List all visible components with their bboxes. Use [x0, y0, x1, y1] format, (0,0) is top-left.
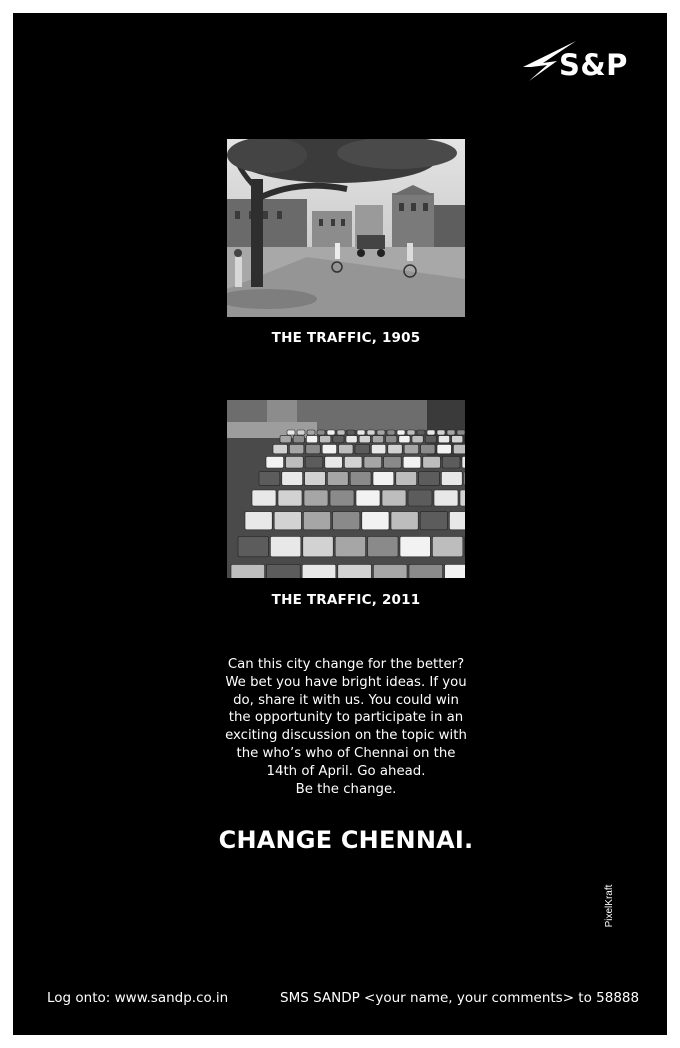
vehicle-shape	[437, 444, 451, 453]
vehicle-shape	[327, 472, 348, 486]
vehicle-shape	[322, 444, 336, 453]
body-line: Can this city change for the better?	[227, 657, 465, 672]
vehicle-shape	[457, 430, 465, 435]
logo-text: S&P	[559, 48, 628, 82]
vehicle-shape	[399, 436, 410, 443]
vehicle-shape	[397, 430, 405, 435]
vehicle-shape	[396, 472, 417, 486]
vehicle-shape	[267, 564, 301, 578]
vehicle-shape	[421, 444, 435, 453]
vehicle-shape	[404, 444, 418, 453]
vehicle-shape	[434, 490, 458, 506]
vehicle-shape	[441, 472, 462, 486]
vehicle-shape	[333, 512, 360, 530]
vehicle-shape	[373, 472, 394, 486]
body-line: the opportunity to participate in an	[228, 710, 464, 726]
vehicle-shape	[287, 430, 295, 435]
vehicle-shape	[339, 444, 353, 453]
vehicle-shape	[280, 436, 291, 443]
vehicle-shape	[420, 512, 447, 530]
vehicle-shape	[338, 564, 372, 578]
vehicle-shape	[293, 436, 304, 443]
vehicle-shape	[359, 436, 370, 443]
vehicle-shape	[266, 456, 284, 468]
vehicle-shape	[400, 536, 430, 556]
vehicle-shape	[445, 564, 465, 578]
vehicle-shape	[303, 512, 330, 530]
vehicle-shape	[407, 430, 415, 435]
vehicle-shape	[302, 564, 336, 578]
vehicle-shape	[259, 472, 280, 486]
vehicle-shape	[304, 490, 328, 506]
vehicle-shape	[245, 512, 272, 530]
vehicle-shape	[320, 436, 331, 443]
body-line: Be the change.	[295, 781, 397, 797]
headline: CHANGE CHENNAI.	[218, 826, 474, 854]
vehicle-shape	[306, 436, 317, 443]
vehicle-shape	[362, 512, 389, 530]
vehicle-shape	[419, 472, 440, 486]
traffic-1905-photo	[227, 139, 465, 317]
vehicle-shape	[412, 436, 423, 443]
vehicle-shape	[317, 430, 325, 435]
vehicle-shape	[286, 456, 304, 468]
body-copy	[203, 656, 489, 798]
vehicle-shape	[432, 536, 462, 556]
vehicle-shape	[297, 430, 305, 435]
vehicle-shape	[382, 490, 406, 506]
vehicle-shape	[306, 444, 320, 453]
vehicle-shape	[337, 430, 345, 435]
photo-caption-1905: THE TRAFFIC, 1905	[271, 330, 421, 346]
photo-caption-2011: THE TRAFFIC, 2011	[271, 592, 421, 608]
sms-text: SMS SANDP <your name, your comments> to 58888	[280, 990, 640, 1006]
body-line: the who’s who of Chennai on the	[236, 745, 456, 761]
vehicle-shape	[386, 436, 397, 443]
vehicle-shape	[377, 430, 385, 435]
vehicle-shape	[346, 436, 357, 443]
vehicle-shape	[409, 564, 443, 578]
vehicle-shape	[350, 472, 371, 486]
vehicle-shape	[373, 564, 407, 578]
vehicle-shape	[388, 444, 402, 453]
vehicle-shape	[335, 536, 365, 556]
vehicle-shape	[391, 512, 418, 530]
vehicle-shape	[238, 536, 268, 556]
vehicle-shape	[453, 444, 465, 453]
vehicle-shape	[274, 512, 301, 530]
vehicle-shape	[355, 444, 369, 453]
vehicle-shape	[330, 490, 354, 506]
vehicle-shape	[357, 430, 365, 435]
vehicle-shape	[460, 490, 465, 506]
vehicle-shape	[307, 430, 315, 435]
vehicle-shape	[464, 472, 465, 486]
vehicle-shape	[462, 456, 465, 468]
brand-logo	[521, 37, 651, 87]
website-text: Log onto: www.sandp.co.in	[47, 990, 229, 1006]
vehicle-shape	[372, 436, 383, 443]
vehicle-shape	[442, 456, 460, 468]
vehicle-shape	[437, 430, 445, 435]
vehicle-shape	[449, 512, 465, 530]
body-line: 14th of April. Go ahead.	[266, 763, 426, 779]
vehicle-shape	[452, 436, 463, 443]
vehicle-shape	[367, 430, 375, 435]
vehicle-shape	[289, 444, 303, 453]
vehicle-shape	[325, 456, 343, 468]
vehicle-shape	[364, 456, 382, 468]
vehicle-shape	[384, 456, 402, 468]
vehicle-shape	[356, 490, 380, 506]
body-line: We bet you have bright ideas. If you	[225, 674, 467, 690]
vehicle-shape	[305, 456, 323, 468]
vehicle-shape	[438, 436, 449, 443]
vehicle-shape	[305, 472, 326, 486]
vehicle-shape	[278, 490, 302, 506]
vehicle-shape	[425, 436, 436, 443]
vehicle-shape	[282, 472, 303, 486]
advertisement	[13, 13, 667, 1035]
vehicle-shape	[347, 430, 355, 435]
vehicle-shape	[270, 536, 300, 556]
vehicle-shape	[423, 456, 441, 468]
vehicle-shape	[371, 444, 385, 453]
body-line: exciting discussion on the topic with	[225, 728, 467, 744]
vehicle-shape	[387, 430, 395, 435]
body-line: do, share it with us. You could win	[233, 692, 459, 708]
vehicle-shape	[252, 490, 276, 506]
vehicle-shape	[303, 536, 333, 556]
vehicle-shape	[327, 430, 335, 435]
vehicle-shape	[447, 430, 455, 435]
vehicle-shape	[408, 490, 432, 506]
agency-credit: PixelKraft	[604, 884, 615, 928]
vehicle-shape	[273, 444, 287, 453]
vehicle-shape	[403, 456, 421, 468]
vehicle-shape	[417, 430, 425, 435]
vehicle-shape	[368, 536, 398, 556]
vehicle-shape	[231, 564, 265, 578]
vehicle-shape	[333, 436, 344, 443]
vehicle-shape	[427, 430, 435, 435]
traffic-2011-photo	[227, 400, 465, 578]
vehicle-shape	[344, 456, 362, 468]
